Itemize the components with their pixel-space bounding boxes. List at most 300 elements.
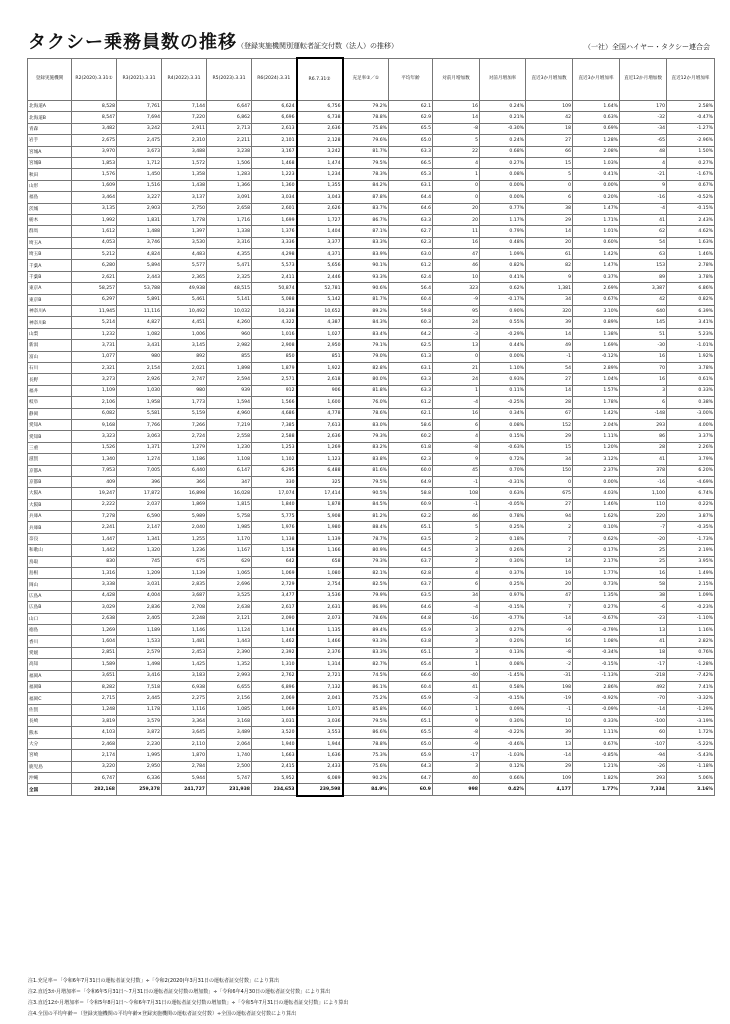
table-cell: 16 xyxy=(433,101,480,112)
table-cell: -1 xyxy=(526,704,573,715)
note-2: 注2.直近3か月増加率＝「令和6年5月31日～7月31日の運転者証交付数の増加数」÷「令和6年4月30日の運転者証交付数」により算出 xyxy=(28,989,331,995)
table-cell: 14 xyxy=(526,556,573,567)
table-cell: 1.16% xyxy=(667,624,715,635)
table-cell: 2.08% xyxy=(573,146,620,157)
table-cell: 2,851 xyxy=(72,647,117,658)
table-cell: 2,453 xyxy=(162,647,207,658)
region-name-cell: 石川 xyxy=(28,362,72,373)
table-cell: -14 xyxy=(526,613,573,624)
table-cell: 2,248 xyxy=(162,613,207,624)
table-cell: 1,234 xyxy=(297,169,343,180)
table-cell: 6.86% xyxy=(667,283,715,294)
table-cell: 0.63% xyxy=(480,488,526,499)
table-cell: 2,601 xyxy=(252,203,297,214)
table-cell: 2,903 xyxy=(117,203,162,214)
table-cell: 2,658 xyxy=(207,203,252,214)
table-cell: 2,588 xyxy=(252,431,297,442)
table-cell: 58.6 xyxy=(389,419,433,430)
table-cell: 4,824 xyxy=(117,249,162,260)
table-cell: 2 xyxy=(526,545,573,556)
table-cell: 0.72% xyxy=(480,454,526,465)
table-cell: 86.1% xyxy=(343,681,389,692)
table-cell: 62.2 xyxy=(389,511,433,522)
table-row xyxy=(28,340,715,351)
table-cell: 3,970 xyxy=(72,146,117,157)
table-cell: 3,482 xyxy=(72,123,117,134)
table-cell: 20 xyxy=(526,579,573,590)
table-cell: 17,414 xyxy=(297,488,343,499)
table-cell: 5,573 xyxy=(252,260,297,271)
table-cell: 79.1% xyxy=(343,340,389,351)
table-cell: 6,938 xyxy=(162,681,207,692)
table-cell: -0.31% xyxy=(480,476,526,487)
table-cell: -23 xyxy=(620,613,667,624)
table-cell: 3,029 xyxy=(72,602,117,613)
table-cell: 34 xyxy=(433,590,480,601)
table-row xyxy=(28,750,715,761)
table-cell: 3,031 xyxy=(117,579,162,590)
table-cell: 492 xyxy=(620,681,667,692)
table-cell: 4.00% xyxy=(667,419,715,430)
region-name-cell: 沖縄 xyxy=(28,773,72,784)
table-cell: 2,636 xyxy=(297,123,343,134)
table-cell: 1,397 xyxy=(162,226,207,237)
table-cell: 0.38% xyxy=(667,397,715,408)
region-name-cell: 長野 xyxy=(28,374,72,385)
table-row xyxy=(28,522,715,533)
table-cell: 1 xyxy=(433,659,480,670)
table-cell: 1,253 xyxy=(252,442,297,453)
table-cell: 0.37% xyxy=(573,271,620,282)
table-cell: 1,727 xyxy=(297,214,343,225)
table-cell: -3 xyxy=(433,328,480,339)
table-cell: 1,404 xyxy=(297,226,343,237)
table-cell: 0.15% xyxy=(480,431,526,442)
table-cell: 82 xyxy=(526,260,573,271)
table-cell: 2,156 xyxy=(207,693,252,704)
table-cell: -3.00% xyxy=(667,408,715,419)
table-cell: 27 xyxy=(526,135,573,146)
table-cell: 3.78% xyxy=(667,271,715,282)
table-cell: 9 xyxy=(526,271,573,282)
region-name-cell: 福岡B xyxy=(28,681,72,692)
table-cell: 7,385 xyxy=(252,419,297,430)
table-cell: 1,108 xyxy=(207,454,252,465)
table-cell: 15 xyxy=(526,157,573,168)
table-cell: 60.4 xyxy=(389,681,433,692)
table-cell: 10,652 xyxy=(297,306,343,317)
table-cell: 642 xyxy=(252,556,297,567)
table-cell: 1,338 xyxy=(207,226,252,237)
table-cell: 906 xyxy=(297,385,343,396)
table-cell: 1.92% xyxy=(667,351,715,362)
table-row xyxy=(28,454,715,465)
table-cell: 2,174 xyxy=(72,750,117,761)
table-cell: 6,082 xyxy=(72,408,117,419)
total-cell: 1.77% xyxy=(573,784,620,796)
region-name-cell: 北海道B xyxy=(28,112,72,123)
table-cell: 63.0 xyxy=(389,249,433,260)
table-cell: 4.62% xyxy=(667,226,715,237)
table-cell: 0.55% xyxy=(480,317,526,328)
region-name-cell: 愛知A xyxy=(28,419,72,430)
table-cell: 1,566 xyxy=(252,397,297,408)
table-cell: 47 xyxy=(526,590,573,601)
table-cell: 1,612 xyxy=(72,226,117,237)
table-cell: 5,577 xyxy=(162,260,207,271)
table-cell: 2,747 xyxy=(162,374,207,385)
table-cell: 1,082 xyxy=(117,328,162,339)
table-cell: 1,223 xyxy=(252,169,297,180)
table-cell: 2.43% xyxy=(667,214,715,225)
table-cell: 10,032 xyxy=(207,306,252,317)
table-cell: 2,500 xyxy=(207,761,252,772)
table-cell: -0.63% xyxy=(480,442,526,453)
table-cell: 10,238 xyxy=(252,306,297,317)
table-cell: 1,992 xyxy=(72,214,117,225)
table-cell: 7,953 xyxy=(72,465,117,476)
table-cell: 1 xyxy=(433,169,480,180)
table-cell: 2,021 xyxy=(162,362,207,373)
table-cell: 27 xyxy=(526,499,573,510)
table-cell: 6,738 xyxy=(297,112,343,123)
table-cell: 1,006 xyxy=(162,328,207,339)
table-cell: 1.38% xyxy=(573,328,620,339)
table-cell: 1.64% xyxy=(573,101,620,112)
table-cell: 0.41% xyxy=(480,271,526,282)
table-cell: 320 xyxy=(526,306,573,317)
table-cell: 0 xyxy=(433,192,480,203)
table-cell: 1,438 xyxy=(162,180,207,191)
table-cell: 60.3 xyxy=(389,317,433,328)
table-cell: 1,109 xyxy=(72,385,117,396)
table-cell: 5,142 xyxy=(297,294,343,305)
table-cell: 2,618 xyxy=(297,374,343,385)
region-name-cell: 山口 xyxy=(28,613,72,624)
table-cell: 80.9% xyxy=(343,545,389,556)
table-cell: 2.82% xyxy=(667,636,715,647)
table-cell: 2,729 xyxy=(252,579,297,590)
table-cell: 0.22% xyxy=(667,499,715,510)
table-row xyxy=(28,101,715,112)
table-cell: 2,147 xyxy=(117,522,162,533)
table-cell: 1,123 xyxy=(297,454,343,465)
region-name-cell: 愛知B xyxy=(28,431,72,442)
table-cell: 4,686 xyxy=(252,408,297,419)
table-cell: -8 xyxy=(433,727,480,738)
table-cell: 63.5 xyxy=(389,590,433,601)
table-cell: 58.8 xyxy=(389,488,433,499)
table-cell: 61 xyxy=(526,249,573,260)
table-cell: 1,283 xyxy=(207,169,252,180)
table-cell: 3,336 xyxy=(252,237,297,248)
table-cell: 20 xyxy=(526,237,573,248)
table-cell: 3 xyxy=(433,624,480,635)
table-cell: 1.11% xyxy=(573,431,620,442)
table-cell: -32 xyxy=(620,112,667,123)
table-cell: 5,212 xyxy=(72,249,117,260)
region-name-cell: 北海道A xyxy=(28,101,72,112)
table-cell: -1.27% xyxy=(667,123,715,134)
table-cell: 1,980 xyxy=(297,522,343,533)
organization-name: （一社）全国ハイヤー・タクシー連合会 xyxy=(584,43,710,51)
table-cell: 5,989 xyxy=(162,511,207,522)
table-cell: 1,425 xyxy=(162,659,207,670)
table-cell: 78.6% xyxy=(343,613,389,624)
table-cell: 49,938 xyxy=(162,283,207,294)
table-cell: 83.3% xyxy=(343,237,389,248)
table-cell: 3,464 xyxy=(72,192,117,203)
table-row xyxy=(28,123,715,134)
table-cell: 2,040 xyxy=(162,522,207,533)
table-cell: 64.2 xyxy=(389,328,433,339)
table-cell: 0 xyxy=(526,180,573,191)
table-cell: 39 xyxy=(526,317,573,328)
table-cell: -5.43% xyxy=(667,750,715,761)
table-row xyxy=(28,681,715,692)
table-cell: 10,492 xyxy=(162,306,207,317)
table-cell: 0.79% xyxy=(480,226,526,237)
table-cell: 3,488 xyxy=(162,146,207,157)
table-cell: -1 xyxy=(433,499,480,510)
table-cell: 5.23% xyxy=(667,328,715,339)
table-cell: 6,280 xyxy=(72,260,117,271)
table-cell: 90.6% xyxy=(343,283,389,294)
table-cell: 1,609 xyxy=(72,180,117,191)
region-name-cell: 東京B xyxy=(28,294,72,305)
table-cell: 29 xyxy=(526,214,573,225)
table-cell: 79.0% xyxy=(343,351,389,362)
table-row xyxy=(28,408,715,419)
table-cell: 6,336 xyxy=(117,773,162,784)
table-cell: 1,027 xyxy=(297,328,343,339)
table-cell: 3,525 xyxy=(207,590,252,601)
table-cell: 3,520 xyxy=(252,727,297,738)
table-cell: 396 xyxy=(117,476,162,487)
region-name-cell: 栃木 xyxy=(28,214,72,225)
table-cell: 27 xyxy=(526,374,573,385)
table-cell: 2,310 xyxy=(162,135,207,146)
table-cell: 1,209 xyxy=(117,568,162,579)
table-cell: 2,446 xyxy=(297,271,343,282)
table-cell: 2,073 xyxy=(297,613,343,624)
table-cell: 39 xyxy=(526,727,573,738)
table-cell: 1,840 xyxy=(252,499,297,510)
region-name-cell: 和歌山 xyxy=(28,545,72,556)
table-cell: 9 xyxy=(433,716,480,727)
table-cell: 3,731 xyxy=(72,340,117,351)
table-cell: 0.60% xyxy=(573,237,620,248)
table-cell: 110 xyxy=(620,499,667,510)
table-cell: -40 xyxy=(433,670,480,681)
table-cell: 0.76% xyxy=(667,647,715,658)
table-cell: 851 xyxy=(297,351,343,362)
table-cell: 0.00% xyxy=(480,351,526,362)
table-cell: 64.9 xyxy=(389,476,433,487)
table-cell: 3,387 xyxy=(620,283,667,294)
table-cell: 79.5% xyxy=(343,157,389,168)
table-cell: 65.0 xyxy=(389,738,433,749)
table-cell: 34 xyxy=(526,294,573,305)
table-cell: 3,579 xyxy=(117,716,162,727)
table-cell: -1.18% xyxy=(667,761,715,772)
table-cell: 170 xyxy=(620,101,667,112)
table-row xyxy=(28,659,715,670)
table-cell: 2,411 xyxy=(252,271,297,282)
table-cell: -4.69% xyxy=(667,476,715,487)
table-cell: 38 xyxy=(620,590,667,601)
table-cell: 1.04% xyxy=(573,374,620,385)
total-cell: 0.42% xyxy=(480,784,526,796)
table-cell: 6 xyxy=(433,419,480,430)
table-cell: 1,065 xyxy=(207,568,252,579)
table-header-row xyxy=(28,58,715,101)
table-row xyxy=(28,738,715,749)
table-cell: 2,415 xyxy=(252,761,297,772)
table-cell: 5,214 xyxy=(72,317,117,328)
table-cell: 2.89% xyxy=(573,362,620,373)
table-cell: 960 xyxy=(207,328,252,339)
region-name-cell: 鳥取 xyxy=(28,556,72,567)
table-cell: 745 xyxy=(117,556,162,567)
table-cell: 75.3% xyxy=(343,750,389,761)
table-cell: 51 xyxy=(620,328,667,339)
table-cell: 16 xyxy=(433,408,480,419)
table-cell: 7,005 xyxy=(117,465,162,476)
table-cell: 1,442 xyxy=(72,545,117,556)
table-cell: 0.20% xyxy=(480,636,526,647)
table-cell: 79.3% xyxy=(343,431,389,442)
table-cell: 980 xyxy=(117,351,162,362)
table-cell: -1 xyxy=(433,476,480,487)
table-row xyxy=(28,704,715,715)
table-cell: 0.33% xyxy=(573,716,620,727)
table-cell: 0.27% xyxy=(480,157,526,168)
table-cell: 24 xyxy=(433,317,480,328)
table-cell: 66.0 xyxy=(389,704,433,715)
table-cell: 1,443 xyxy=(207,636,252,647)
table-cell: 86.6% xyxy=(343,727,389,738)
table-cell: 1,474 xyxy=(297,157,343,168)
table-cell: 0.78% xyxy=(480,511,526,522)
table-cell: 3,137 xyxy=(162,192,207,203)
table-cell: 62.8 xyxy=(389,568,433,579)
table-cell: 0.10% xyxy=(573,522,620,533)
total-cell: 259,378 xyxy=(117,784,162,796)
table-cell: 1.47% xyxy=(573,260,620,271)
table-cell: 1.10% xyxy=(480,362,526,373)
table-cell: 6,440 xyxy=(162,465,207,476)
table-cell: 4,260 xyxy=(207,317,252,328)
table-cell: 1,869 xyxy=(162,499,207,510)
page-title xyxy=(28,28,398,54)
table-cell: 7,518 xyxy=(117,681,162,692)
table-row xyxy=(28,499,715,510)
region-name-cell: 福岡A xyxy=(28,670,72,681)
table-cell: -16 xyxy=(433,613,480,624)
column-header: R5(2023).3.31 xyxy=(207,58,252,101)
table-cell: 1,116 xyxy=(162,704,207,715)
column-header: 対前月増加数 xyxy=(433,58,480,101)
table-cell: 64.6 xyxy=(389,203,433,214)
table-cell: 3,746 xyxy=(117,237,162,248)
table-cell: -0.79% xyxy=(573,624,620,635)
table-row xyxy=(28,727,715,738)
table-cell: 3,530 xyxy=(162,237,207,248)
table-cell: 1.50% xyxy=(667,146,715,157)
table-cell: 3.95% xyxy=(667,556,715,567)
table-cell: -1.45% xyxy=(480,670,526,681)
table-cell: 2,041 xyxy=(297,693,343,704)
total-cell: 3.16% xyxy=(667,784,715,796)
region-name-cell: 広島A xyxy=(28,590,72,601)
table-cell: 1,340 xyxy=(72,454,117,465)
table-cell: 3,323 xyxy=(72,431,117,442)
table-cell: 14 xyxy=(526,385,573,396)
table-cell: 1,879 xyxy=(252,362,297,373)
table-cell: 6.20% xyxy=(667,465,715,476)
table-row xyxy=(28,579,715,590)
table-cell: 1.82% xyxy=(573,773,620,784)
table-cell: 79.6% xyxy=(343,135,389,146)
table-cell: 81.7% xyxy=(343,294,389,305)
region-name-cell: 静岡 xyxy=(28,408,72,419)
table-cell: 41 xyxy=(620,454,667,465)
table-cell: 5.06% xyxy=(667,773,715,784)
region-name-cell: 島根 xyxy=(28,568,72,579)
table-cell: 2,982 xyxy=(207,340,252,351)
region-name-cell: 京都B xyxy=(28,476,72,487)
table-cell: 21 xyxy=(433,362,480,373)
total-cell: 84.9% xyxy=(343,784,389,796)
table-cell: -7.42% xyxy=(667,670,715,681)
table-cell: -107 xyxy=(620,738,667,749)
table-cell: 60.0 xyxy=(389,465,433,476)
table-cell: 5,159 xyxy=(162,408,207,419)
table-cell: 63.1 xyxy=(389,362,433,373)
table-cell: 3,167 xyxy=(252,146,297,157)
table-cell: -1 xyxy=(526,351,573,362)
table-row xyxy=(28,260,715,271)
table-cell: 60 xyxy=(620,727,667,738)
table-cell: 1,815 xyxy=(207,499,252,510)
table-cell: 152 xyxy=(526,419,573,430)
table-cell: 25 xyxy=(620,556,667,567)
table-cell: 6,624 xyxy=(252,101,297,112)
table-cell: 2.15% xyxy=(667,579,715,590)
table-cell: 6,747 xyxy=(72,773,117,784)
table-row xyxy=(28,112,715,123)
table-cell: 0.44% xyxy=(480,340,526,351)
table-cell: 3,036 xyxy=(297,716,343,727)
region-name-cell: 大阪A xyxy=(28,488,72,499)
table-cell: 65.5 xyxy=(389,727,433,738)
table-cell: 3,168 xyxy=(207,716,252,727)
table-cell: 2,365 xyxy=(162,271,207,282)
table-cell: 1,085 xyxy=(207,704,252,715)
table-cell: 1,178 xyxy=(117,704,162,715)
table-cell: 2,433 xyxy=(297,761,343,772)
table-cell: 1,167 xyxy=(207,545,252,556)
table-cell: 88.4% xyxy=(343,522,389,533)
table-cell: 2,110 xyxy=(162,738,207,749)
table-cell: 0.63% xyxy=(573,112,620,123)
table-cell: 1.77% xyxy=(573,568,620,579)
table-cell: 675 xyxy=(526,488,573,499)
table-cell: 2,154 xyxy=(117,362,162,373)
table-row xyxy=(28,602,715,613)
table-row xyxy=(28,306,715,317)
